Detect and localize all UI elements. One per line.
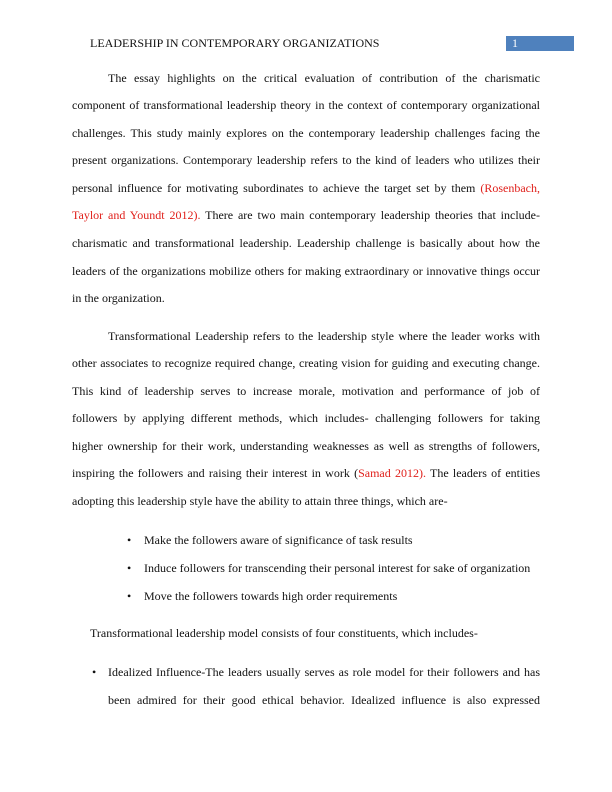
running-header: LEADERSHIP IN CONTEMPORARY ORGANIZATIONS: [90, 36, 380, 50]
text-span: personal influence for motivating subordinates to achieve the target set by them: [72, 181, 481, 195]
list-item-text: Move the followers towards high order requirements: [144, 589, 398, 603]
text-span: There are two main contemporary leadership theories that include-: [200, 208, 540, 222]
text-span: The leaders of entities: [425, 466, 541, 480]
text-line: present organizations. Contemporary leadership refers to the kind of leaders who utilizes their: [72, 153, 540, 167]
text-line: followers by applying different methods, which includes- challenging followers for taking: [72, 411, 540, 425]
text-span: inspiring the followers and raising their interest in work (: [72, 466, 359, 480]
text-line: charismatic and transformational leadership. Leadership challenge is basically about how the: [72, 236, 540, 250]
text-line: [72, 208, 540, 222]
text-line: The essay highlights on the critical evaluation of contribution of the charismatic: [108, 71, 540, 85]
citation: (Rosenbach,: [480, 181, 540, 195]
text-line: adopting this leadership style have the ability to attain three things, which are-: [72, 494, 448, 508]
list-item: [127, 589, 398, 603]
bullet-icon: •: [92, 665, 97, 679]
text-line: [72, 181, 540, 195]
bullet-icon: •: [127, 533, 132, 547]
list-item-text: Make the followers aware of significance of task results: [144, 533, 413, 547]
text-line: challenges. This study mainly explores on the contemporary leadership challenges facing the: [72, 126, 540, 140]
citation: Taylor and Youndt 2012).: [72, 208, 201, 222]
list-item-text: Induce followers for transcending their personal interest for sake of organization: [144, 561, 531, 575]
list-item-line: been admired for their good ethical behavior. Idealized influence is also expressed: [108, 693, 540, 707]
text-line: This kind of leadership serves to increase morale, motivation and performance of job of: [72, 384, 540, 398]
page-number: 1: [506, 36, 574, 51]
list-item: [127, 533, 413, 547]
text-line: in the organization.: [72, 291, 165, 305]
bullet-icon: •: [127, 589, 132, 603]
list-item: [127, 561, 531, 575]
list-item-line: [92, 665, 540, 679]
citation: Samad 2012).: [358, 466, 426, 480]
paragraph-3: Transformational leadership model consists of four constituents, which includes-: [90, 626, 478, 640]
bullet-icon: •: [127, 561, 132, 575]
text-line: other associates to recognize required change, creating vision for guiding and executing change.: [72, 356, 540, 370]
text-line: leaders of the organizations mobilize others for making extraordinary or innovative things occur: [72, 264, 540, 278]
text-line: Transformational Leadership refers to the leadership style where the leader works with: [108, 329, 540, 343]
text-line: higher ownership for their work, understanding weaknesses as well as strengths of followers,: [72, 439, 540, 453]
text-line: [72, 466, 540, 480]
text-line: component of transformational leadership theory in the context of contemporary organizational: [72, 98, 540, 112]
list-item-text: Idealized Influence-The leaders usually serves as role model for their followers and has: [108, 665, 540, 679]
